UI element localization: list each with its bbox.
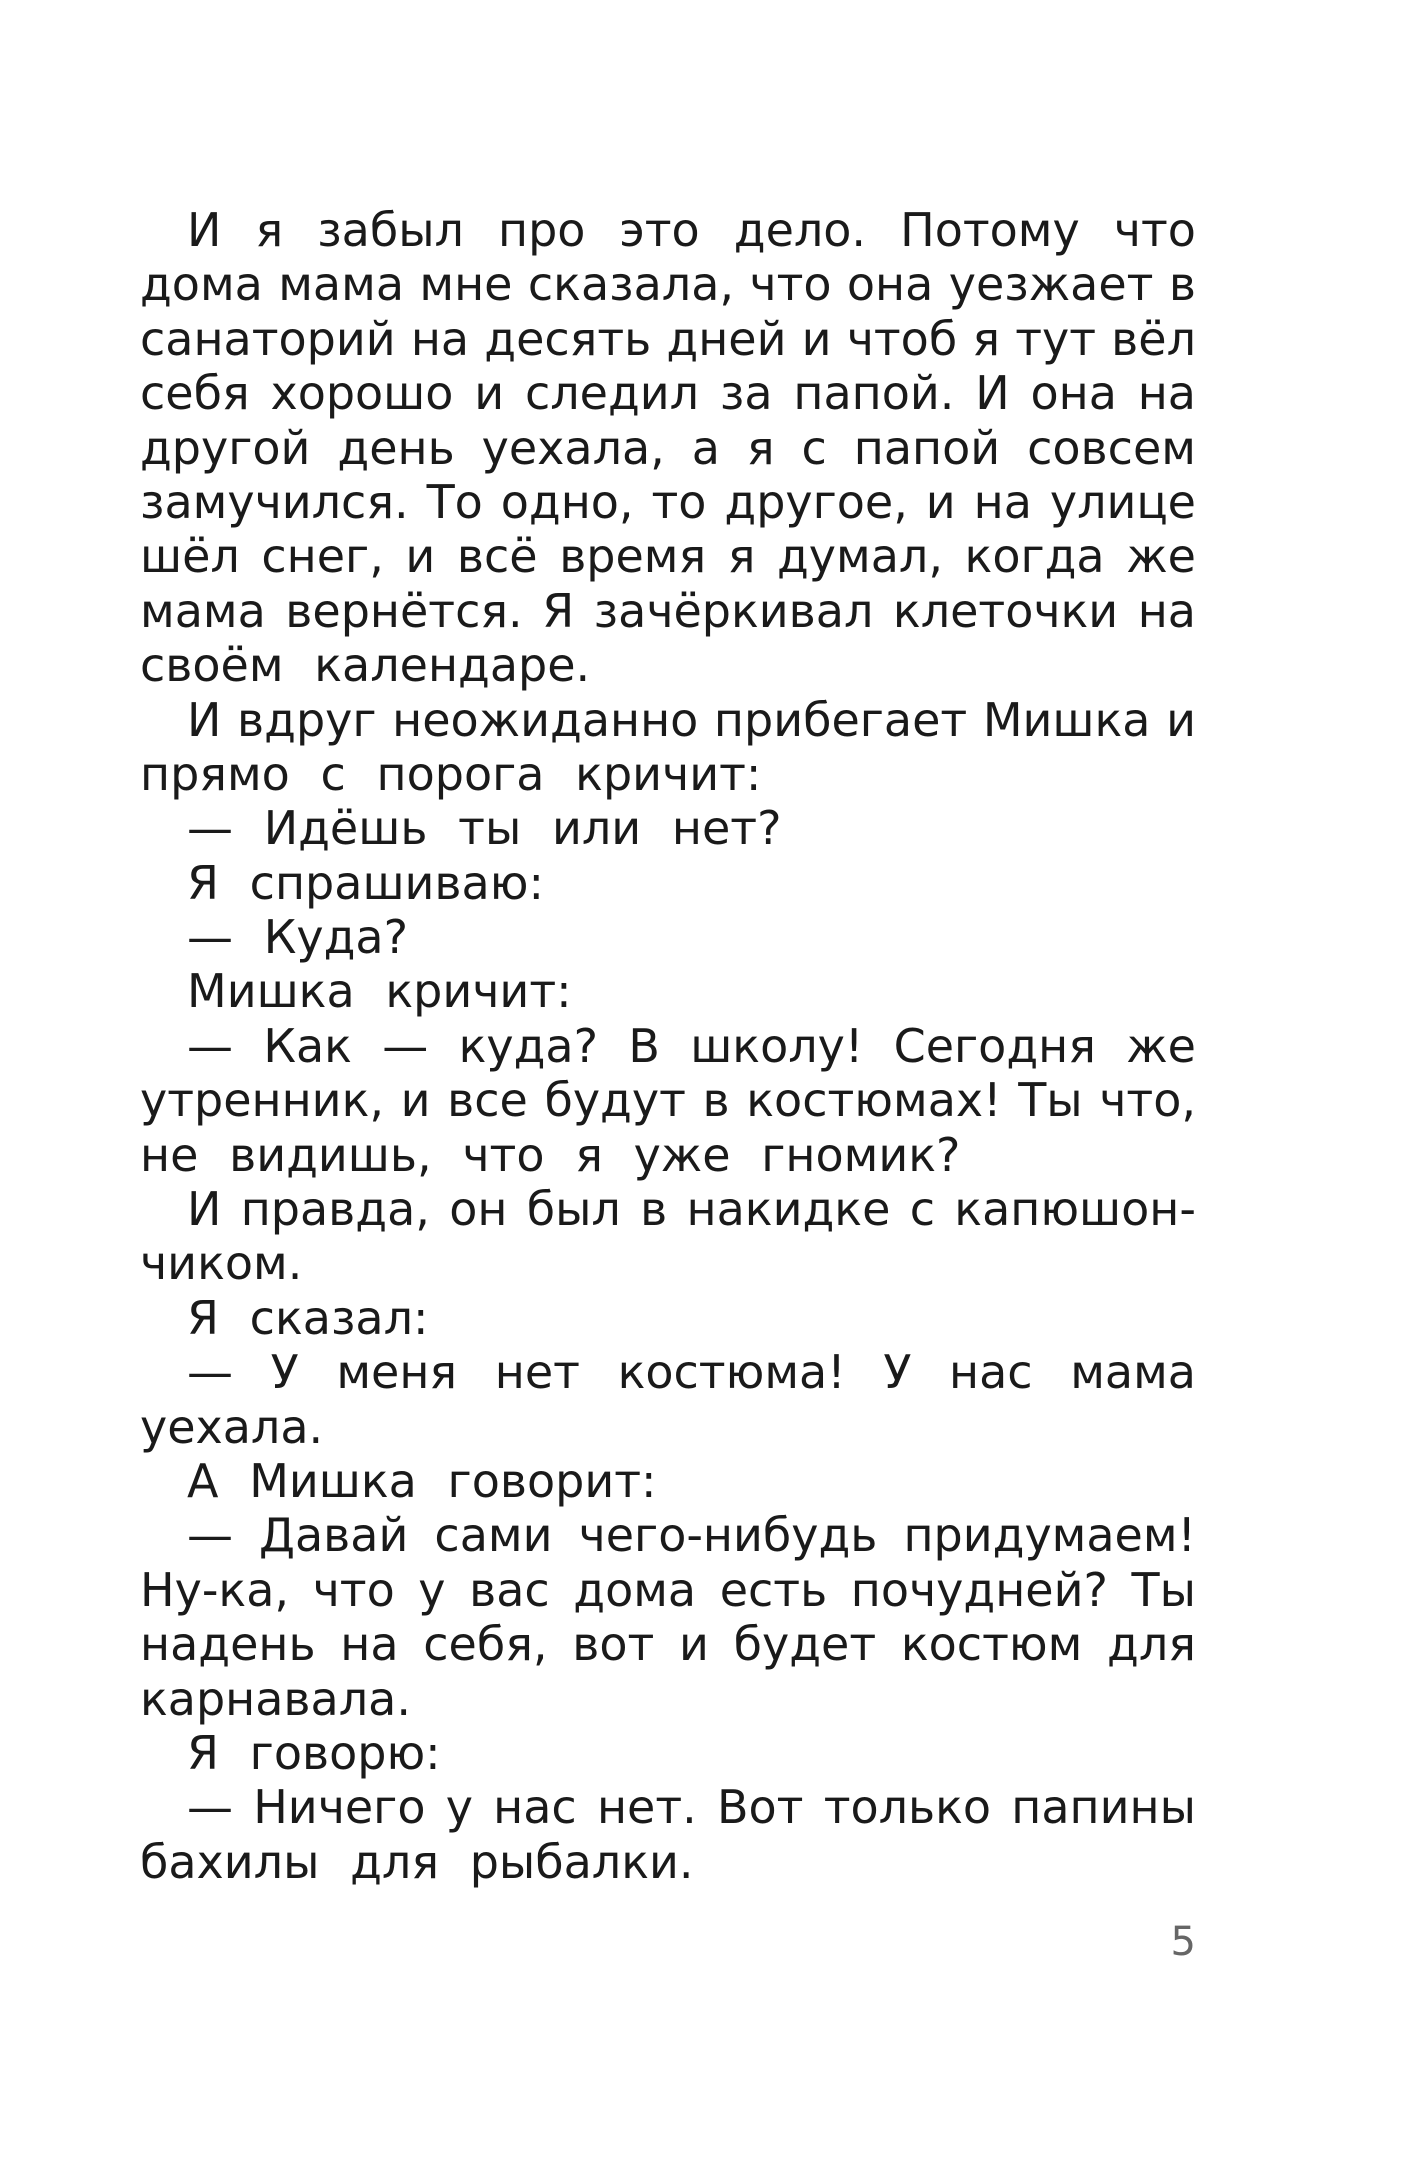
text-line <box>140 529 1196 583</box>
word: забыл <box>317 203 464 257</box>
word: И <box>187 203 222 257</box>
text-line <box>140 1617 1196 1671</box>
word: я <box>746 420 775 475</box>
word: — <box>382 1018 429 1073</box>
text-line <box>140 1780 1196 1834</box>
word: правда, <box>240 1182 430 1237</box>
word: Как <box>263 1018 352 1073</box>
word: другое, <box>724 474 908 529</box>
word: Ты <box>1018 1073 1083 1128</box>
word: это <box>619 203 700 257</box>
word: мне <box>419 257 513 312</box>
word: для <box>1107 1617 1196 1672</box>
word: у <box>445 1780 473 1835</box>
text-line <box>140 1345 1196 1399</box>
word: — <box>187 1508 233 1563</box>
text-line: А Мишка говорит: <box>187 1453 657 1508</box>
word: следил <box>524 366 700 421</box>
text-line: своём календаре. <box>140 638 591 693</box>
word: на <box>973 474 1032 529</box>
text-line: Мишка кричит: <box>187 964 572 1019</box>
word: на <box>1137 583 1196 638</box>
word: улице <box>1049 474 1196 529</box>
text-line: чиком. <box>140 1236 303 1291</box>
word: клеточки <box>892 583 1119 638</box>
word: на <box>1137 366 1196 421</box>
text-line <box>140 1019 1196 1073</box>
text-line: Я сказал: <box>187 1290 429 1345</box>
word: сами <box>434 1508 553 1563</box>
word: день <box>337 420 455 475</box>
word: что <box>749 257 832 312</box>
word: зачёркивал <box>593 583 874 638</box>
word: тут <box>1015 311 1097 366</box>
word: Ничего <box>253 1780 426 1835</box>
word: все <box>447 1073 528 1128</box>
word: есть <box>719 1562 828 1617</box>
word: у <box>418 1562 446 1617</box>
word: Ты <box>1131 1562 1196 1617</box>
word: я <box>255 203 284 257</box>
word: и <box>679 1617 709 1672</box>
word: думал, <box>777 529 943 584</box>
word: будет <box>733 1617 877 1672</box>
word: себя, <box>423 1617 548 1672</box>
word: школу! <box>690 1018 864 1073</box>
word: куда? <box>458 1018 598 1073</box>
word: Давай <box>259 1508 409 1563</box>
word: замучился. <box>140 474 409 529</box>
text-line <box>140 203 1196 257</box>
word: за <box>719 366 773 421</box>
word: на <box>340 1617 399 1672</box>
word: надень <box>140 1617 316 1672</box>
text-line: бахилы для рыбалки. <box>140 1834 694 1889</box>
word: про <box>498 203 586 257</box>
word: на <box>410 311 470 366</box>
body-text <box>140 203 1196 1889</box>
word: папины <box>1011 1780 1196 1835</box>
text-line <box>140 366 1196 420</box>
word: — <box>187 1018 233 1073</box>
text-line <box>140 584 1196 638</box>
text-line: — Куда? <box>187 910 409 965</box>
word: И <box>187 1182 222 1237</box>
word: то <box>651 474 707 529</box>
word: совсем <box>1027 420 1196 475</box>
word: мама <box>140 583 266 638</box>
word: неожиданно <box>392 692 699 747</box>
word: будут <box>544 1073 686 1128</box>
word: сказала, <box>527 257 734 312</box>
text-line <box>140 693 1196 747</box>
word: нет. <box>596 1780 697 1835</box>
word: время <box>559 529 707 584</box>
word: и <box>474 366 505 421</box>
word: санаторий <box>140 311 396 366</box>
text-line <box>140 475 1196 529</box>
word: чего-нибудь <box>578 1508 878 1563</box>
word: же <box>1126 1018 1196 1073</box>
word: в <box>640 1182 668 1237</box>
word: дней <box>666 311 787 366</box>
word: только <box>823 1780 992 1835</box>
text-line: Я говорю: <box>187 1725 441 1780</box>
word: десять <box>484 311 652 366</box>
word: когда <box>964 529 1105 584</box>
word: костюмах! <box>746 1073 1002 1128</box>
word: одно, <box>500 474 634 529</box>
word: с <box>909 1182 935 1237</box>
word: с <box>801 420 827 475</box>
word: — <box>187 1780 233 1835</box>
text-line: не видишь, что я уже гномик? <box>140 1127 961 1182</box>
word: вдруг <box>237 692 377 747</box>
word: дело. <box>733 203 867 257</box>
word: в <box>702 1073 730 1128</box>
word: снег, <box>261 529 384 584</box>
word: а <box>691 420 720 475</box>
word: был <box>526 1182 621 1237</box>
word: папой <box>853 420 1001 475</box>
word: я <box>727 529 756 584</box>
text-line: карнавала. <box>140 1671 411 1726</box>
text-line <box>140 1563 1196 1617</box>
word: придумаем! <box>903 1508 1196 1563</box>
text-line <box>140 1508 1196 1562</box>
word: утренник, <box>140 1073 384 1128</box>
text-line <box>140 1182 1196 1236</box>
word: У <box>883 1345 912 1400</box>
word: Потому <box>900 203 1080 257</box>
word: капюшон- <box>954 1182 1196 1237</box>
word: И <box>187 692 222 747</box>
word: — <box>187 1345 233 1400</box>
word: она <box>1030 366 1117 421</box>
text-line <box>140 421 1196 475</box>
word: и <box>405 529 436 584</box>
word: У <box>270 1345 299 1400</box>
word: себя <box>140 366 250 421</box>
word: что <box>312 1562 395 1617</box>
word: в <box>1168 257 1196 312</box>
page-number: 5 <box>1170 1919 1196 1965</box>
word: нас <box>949 1345 1033 1400</box>
text-line <box>140 257 1196 311</box>
text-line: Я спрашиваю: <box>187 855 544 910</box>
word: вёл <box>1111 311 1196 366</box>
word: другой <box>140 420 311 475</box>
word: И <box>975 366 1010 421</box>
word: же <box>1126 529 1196 584</box>
word: почудней? <box>850 1562 1108 1617</box>
word: дома <box>140 257 263 312</box>
word: чтоб <box>846 311 958 366</box>
text-line: прямо с порога кричит: <box>140 746 762 801</box>
word: вернётся. <box>285 583 523 638</box>
word: и <box>400 1073 431 1128</box>
word: нет <box>494 1345 580 1400</box>
word: шёл <box>140 529 240 584</box>
word: дома <box>573 1562 697 1617</box>
word: костюма! <box>617 1345 846 1400</box>
word: уезжает <box>948 257 1154 312</box>
word: я <box>972 311 1001 366</box>
word: Ну-ка, <box>140 1562 290 1617</box>
word: что <box>1113 203 1196 257</box>
word: и <box>801 311 832 366</box>
word: она <box>846 257 934 312</box>
word: и <box>925 474 956 529</box>
word: костюм <box>900 1617 1083 1672</box>
word: Вот <box>716 1780 804 1835</box>
text-line <box>140 312 1196 366</box>
word: вас <box>469 1562 550 1617</box>
word: всё <box>456 529 538 584</box>
word: хорошо <box>270 366 454 421</box>
word: и <box>1166 692 1196 747</box>
word: В <box>628 1018 660 1073</box>
word: прибегает <box>713 692 968 747</box>
text-line: уехала. <box>140 1399 324 1454</box>
word: меня <box>336 1345 458 1400</box>
word: что, <box>1099 1073 1196 1128</box>
word: накидке <box>686 1182 891 1237</box>
word: он <box>449 1182 508 1237</box>
word: папой. <box>793 366 955 421</box>
word: уехала, <box>481 420 665 475</box>
word: То <box>426 474 483 529</box>
text-line: — Идёшь ты или нет? <box>187 801 782 856</box>
text-line <box>140 1073 1196 1127</box>
word: вот <box>572 1617 655 1672</box>
word: Мишка <box>982 692 1151 747</box>
word: Сегодня <box>893 1018 1096 1073</box>
word: мама <box>1070 1345 1196 1400</box>
word: нас <box>493 1780 577 1835</box>
word: Я <box>542 583 575 638</box>
word: мама <box>278 257 405 312</box>
